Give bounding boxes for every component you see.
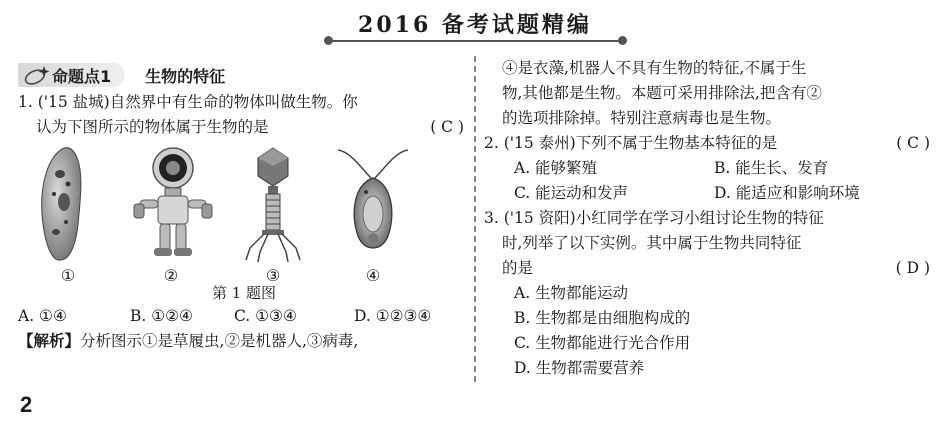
right-column	[484, 56, 936, 381]
q3-option-c: C. 生物都能进行光合作用	[514, 334, 691, 352]
header-rule-dot-right	[618, 36, 627, 45]
q3-answer: ( D )	[895, 259, 930, 277]
q1-option-c: C. ①③④	[234, 307, 297, 325]
figure-label-2: ②	[163, 266, 179, 285]
q1-figure	[18, 144, 470, 284]
analysis-text-1: 分析图示①是草履虫,②是机器人,③病毒,	[80, 332, 359, 350]
q1-stem-line1: 1. ('15 盐城)自然界中有生命的物体叫做生物。你	[18, 93, 358, 111]
left-column	[18, 60, 470, 354]
paramecium-image	[26, 144, 116, 264]
robot-image	[128, 144, 218, 264]
topic-heading	[18, 60, 470, 90]
column-divider	[474, 56, 476, 382]
q1-answer: ( C )	[430, 118, 464, 136]
q3-options	[484, 281, 936, 381]
header-rule-dot-left	[324, 36, 333, 45]
q3-option-a: A. 生物都能运动	[514, 284, 629, 302]
q1-stem-line2	[18, 115, 470, 140]
q1-analysis-line4: 的选项排除掉。特别注意病毒也是生物。	[502, 109, 782, 127]
q2-answer: ( C )	[896, 134, 930, 152]
analysis-tag: 【解析】	[18, 332, 81, 350]
q2-option-b: B. 能生长、发育	[714, 159, 829, 177]
topic-title: 生物的特征	[145, 66, 226, 86]
chlamydomonas-image	[328, 144, 418, 264]
header-rule	[328, 40, 624, 42]
topic-label: 命题点1	[52, 66, 112, 86]
q1-analysis-line2: ④是衣藻,机器人不具有生物的特征,不属于生	[502, 59, 807, 77]
q3-stem-line2: 时,列举了以下实例。其中属于生物共同特征	[502, 234, 802, 252]
q3-option-d: D. 生物都需要营养	[514, 359, 645, 377]
q1-option-a: A. ①④	[18, 307, 67, 325]
virus-image	[228, 144, 318, 264]
q2-option-d: D. 能适应和影响环境	[714, 184, 860, 202]
q2-option-a: A. 能够繁殖	[514, 159, 598, 177]
q2-stem	[484, 131, 936, 156]
sparkle-icon	[22, 64, 52, 86]
q3-stem-line3	[484, 256, 936, 281]
q1-option-b: B. ①②④	[130, 307, 193, 325]
q3-stem-text: 的是	[502, 259, 534, 277]
q3-option-b: B. 生物都是由细胞构成的	[514, 309, 691, 327]
q1-analysis-line1	[18, 329, 470, 354]
topic-badge	[18, 63, 125, 87]
q1-options	[18, 304, 470, 329]
q1-option-d: D. ①②③④	[354, 307, 432, 325]
q2-options	[484, 156, 936, 206]
header-title: 2016 备考试题精编	[358, 12, 592, 38]
figure-label-4: ④	[365, 266, 381, 285]
q3-stem-line1: 3. ('15 资阳)小红同学在学习小组讨论生物的特征	[484, 209, 824, 227]
q1-analysis-line3: 物,其他都是生物。本题可采用排除法,把含有②	[502, 84, 822, 102]
page-number: 2	[20, 392, 33, 417]
q2-stem-text: 2. ('15 泰州)下列不属于生物基本特征的是	[484, 134, 778, 152]
figure-caption: 第 1 题图	[211, 284, 277, 302]
q2-option-c: C. 能运动和发声	[514, 184, 629, 202]
figure-label-1: ①	[60, 266, 76, 285]
q1-stem-text: 认为下图所示的物体属于生物的是	[36, 118, 269, 136]
figure-label-3: ③	[265, 266, 281, 285]
page-header	[0, 6, 950, 46]
